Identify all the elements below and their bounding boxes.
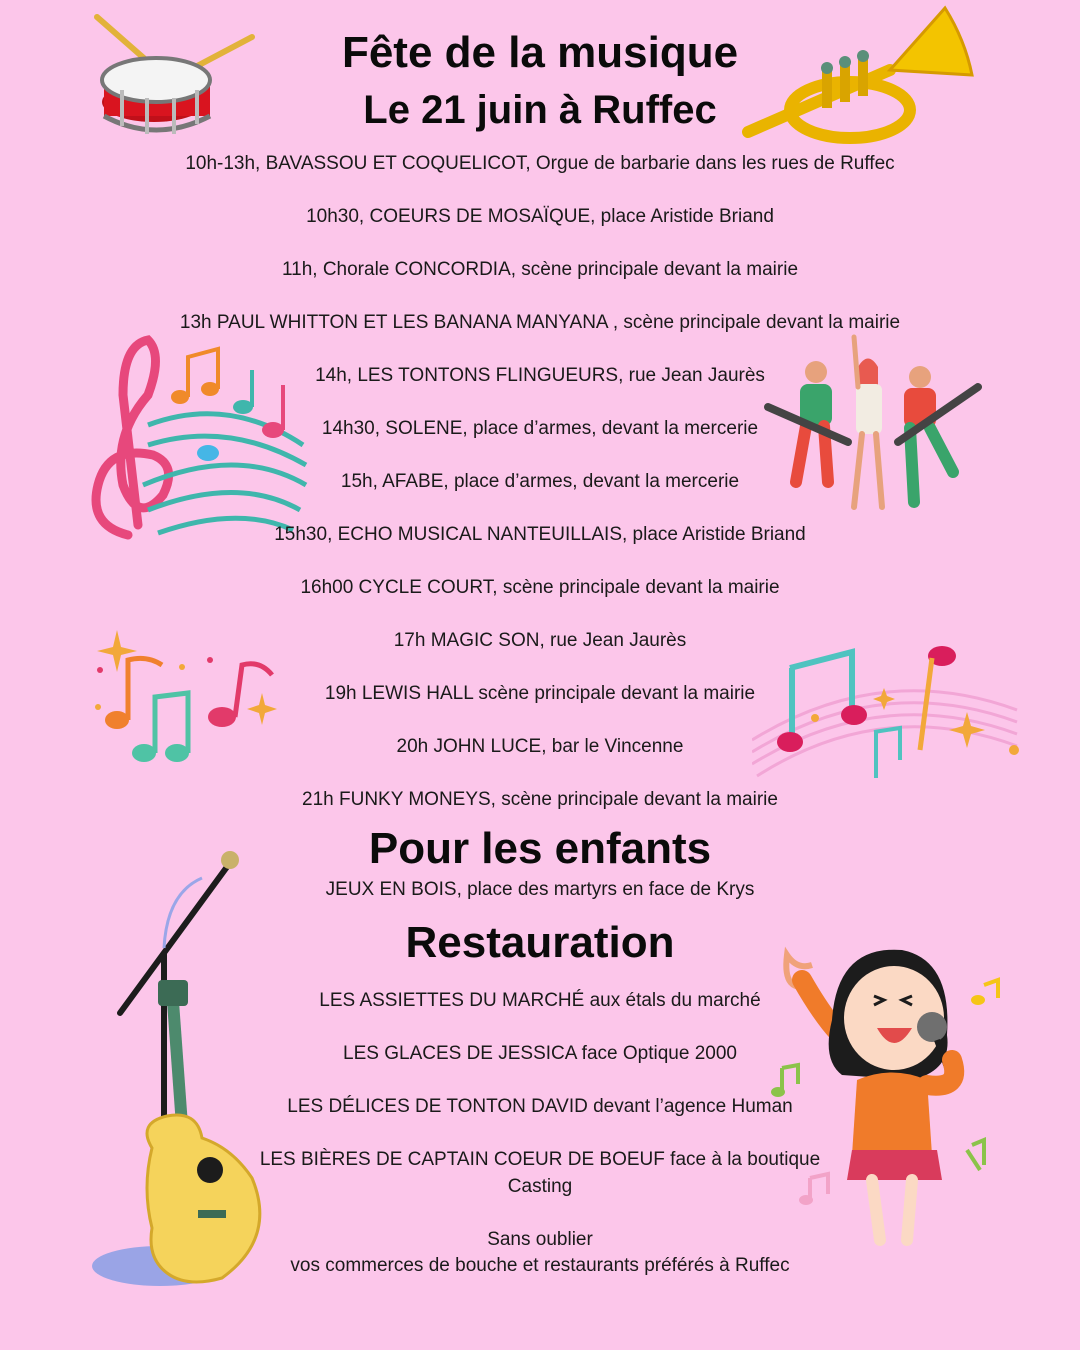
staff-notes-icon [752, 640, 1020, 790]
programme-item: 16h00 CYCLE COURT, scène principale devant la mairie [300, 577, 780, 598]
programme-item: 19h LEWIS HALL scène principale devant la mairie [324, 683, 756, 704]
programme-item: 15h30, ECHO MUSICAL NANTEUILLAIS, place Aristide Briand [274, 524, 806, 545]
food-item: LES BIÈRES DE CAPTAIN COEUR DE BOEUF face à la boutique [259, 1149, 821, 1170]
programme-item: 21h FUNKY MONEYS, scène principale devant la mairie [302, 789, 778, 810]
closing-line-1: Sans oublier [487, 1229, 593, 1250]
programme-item: 10h30, COEURS DE MOSAÏQUE, place Aristide Briand [306, 206, 774, 227]
programme-item: 10h-13h, BAVASSOU ET COQUELICOT, Orgue de barbarie dans les rues de Ruffec [185, 153, 895, 174]
closing-line-2: vos commerces de bouche et restaurants préférés à Ruffec [290, 1255, 790, 1276]
programme-item: 11h, Chorale CONCORDIA, scène principale devant la mairie [281, 259, 799, 280]
programme-item: 14h30, SOLENE, place d’armes, devant la mercerie [321, 418, 759, 439]
microphone-stand-guitar-icon [92, 848, 277, 1288]
programme-item: 15h, AFABE, place d’armes, devant la mercerie [340, 471, 740, 492]
food-item: LES ASSIETTES DU MARCHÉ aux étals du marché [319, 990, 761, 1011]
kids-item: JEUX EN BOIS, place des martyrs en face de Krys [325, 879, 755, 900]
kids-section-title: Pour les enfants [368, 824, 712, 873]
programme-item: 20h JOHN LUCE, bar le Vincenne [396, 736, 684, 757]
programme-item: 13h PAUL WHITTON ET LES BANANA MANYANA , scène principale devant la mairie [179, 312, 901, 333]
programme-item: 14h, LES TONTONS FLINGUEURS, rue Jean Jaurès [315, 365, 765, 386]
food-section-title: Restauration [405, 918, 675, 967]
food-item: LES DÉLICES DE TONTON DAVID devant l’agence Human [287, 1096, 793, 1117]
programme-item: 17h MAGIC SON, rue Jean Jaurès [393, 630, 687, 651]
food-item: LES GLACES DE JESSICA face Optique 2000 [343, 1043, 737, 1064]
food-item-continuation: Casting [507, 1176, 573, 1197]
page-subtitle: Le 21 juin à Ruffec [363, 88, 717, 132]
page-title: Fête de la musique [341, 28, 739, 77]
